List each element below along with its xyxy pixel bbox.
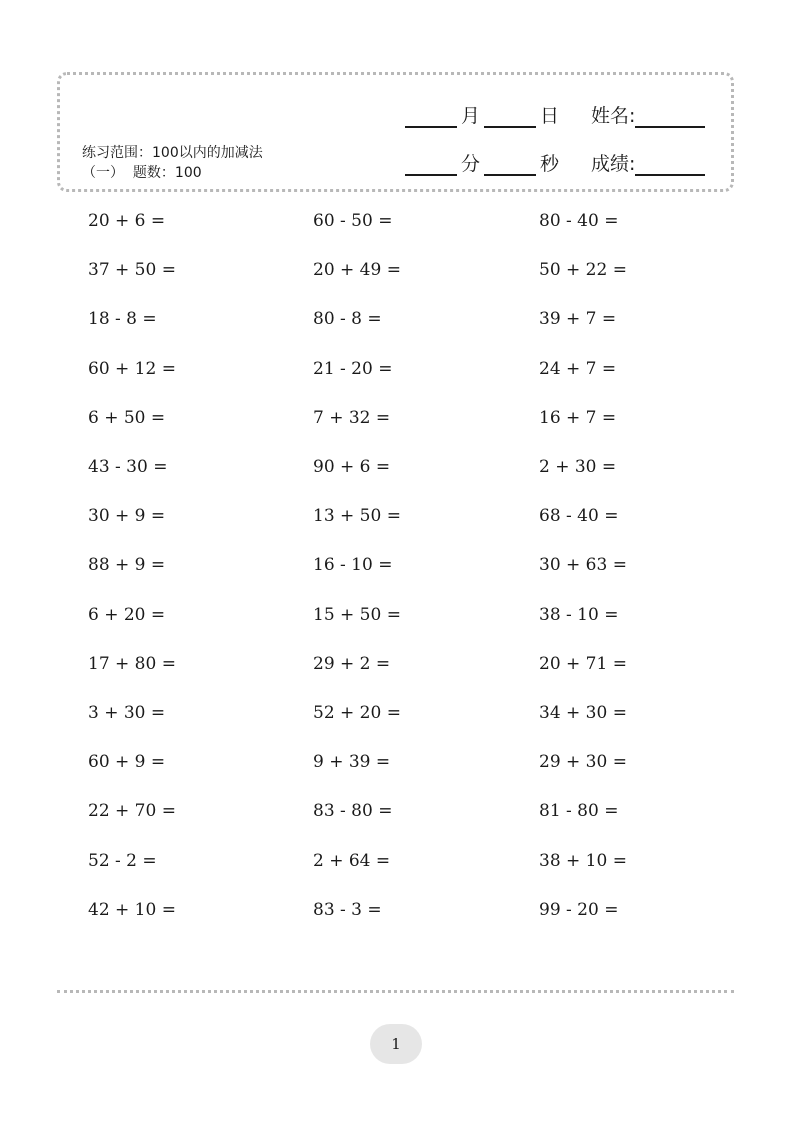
problem-item: 38 + 10 =: [539, 850, 627, 871]
minute-label: 分: [461, 153, 481, 175]
problem-item: 15 + 50 =: [313, 604, 401, 625]
day-blank[interactable]: [484, 106, 536, 128]
problem-item: 83 - 3 =: [313, 899, 382, 920]
problem-item: 68 - 40 =: [539, 506, 619, 527]
problem-item: 20 + 71 =: [539, 653, 627, 674]
score-label: 成绩:: [591, 153, 636, 175]
problem-item: 20 + 6 =: [88, 211, 166, 231]
problem-item: 39 + 7 =: [539, 309, 617, 330]
problem-item: 2 + 30 =: [539, 457, 617, 477]
problem-item: 16 - 10 =: [313, 555, 393, 576]
set-label: （一）: [82, 165, 124, 181]
problem-item: 43 - 30 =: [88, 457, 168, 477]
problem-item: 9 + 39 =: [313, 752, 391, 773]
problem-item: 52 - 2 =: [88, 850, 157, 871]
problem-item: 88 + 9 =: [88, 555, 166, 576]
problem-item: 24 + 7 =: [539, 358, 617, 379]
problem-item: 99 - 20 =: [539, 899, 619, 920]
problem-item: 29 + 30 =: [539, 752, 627, 773]
second-blank[interactable]: [484, 154, 536, 176]
problem-item: 30 + 63 =: [539, 555, 627, 576]
problem-item: 30 + 9 =: [88, 506, 166, 527]
problem-item: 13 + 50 =: [313, 506, 401, 527]
score-blank[interactable]: [635, 154, 705, 176]
problem-item: 60 - 50 =: [313, 211, 393, 231]
count-label: 题数：100: [132, 165, 202, 181]
problem-item: 37 + 50 =: [88, 260, 176, 281]
problem-item: 16 + 7 =: [539, 407, 617, 428]
problem-item: 17 + 80 =: [88, 653, 176, 674]
day-label: 日: [540, 105, 560, 127]
header-box: [57, 72, 734, 192]
problem-item: 52 + 20 =: [313, 703, 401, 723]
problem-item: 21 - 20 =: [313, 358, 393, 379]
worksheet-info: [82, 143, 263, 183]
problem-item: 29 + 2 =: [313, 653, 391, 674]
problem-item: 50 + 22 =: [539, 260, 627, 281]
time-row: [405, 149, 705, 175]
date-row: [405, 101, 705, 127]
problem-item: 38 - 10 =: [539, 604, 619, 625]
problem-item: 60 + 12 =: [88, 358, 176, 379]
problem-item: 42 + 10 =: [88, 899, 176, 920]
month-label: 月: [461, 105, 481, 127]
problem-item: 20 + 49 =: [313, 260, 401, 281]
problem-item: 83 - 80 =: [313, 801, 393, 822]
name-blank[interactable]: [635, 106, 705, 128]
name-label: 姓名:: [591, 105, 636, 127]
problem-item: 80 - 40 =: [539, 211, 619, 231]
range-label: 练习范围：100以内的加减法: [82, 145, 263, 161]
problem-item: 34 + 30 =: [539, 703, 627, 723]
page-number: 1: [370, 1024, 422, 1064]
problem-item: 80 - 8 =: [313, 309, 382, 330]
month-blank[interactable]: [405, 106, 457, 128]
minute-blank[interactable]: [405, 154, 457, 176]
problem-item: 60 + 9 =: [88, 752, 166, 773]
problem-item: 7 + 32 =: [313, 407, 391, 428]
second-label: 秒: [540, 153, 560, 175]
problem-item: 81 - 80 =: [539, 801, 619, 822]
problem-item: 18 - 8 =: [88, 309, 157, 330]
problem-item: 90 + 6 =: [313, 457, 391, 477]
problem-item: 6 + 20 =: [88, 604, 166, 625]
set-count-line: [82, 163, 263, 183]
footer-divider: [57, 990, 734, 993]
problem-item: 22 + 70 =: [88, 801, 176, 822]
problem-item: 3 + 30 =: [88, 703, 166, 723]
problem-item: 2 + 64 =: [313, 850, 391, 871]
problem-item: 6 + 50 =: [88, 407, 166, 428]
